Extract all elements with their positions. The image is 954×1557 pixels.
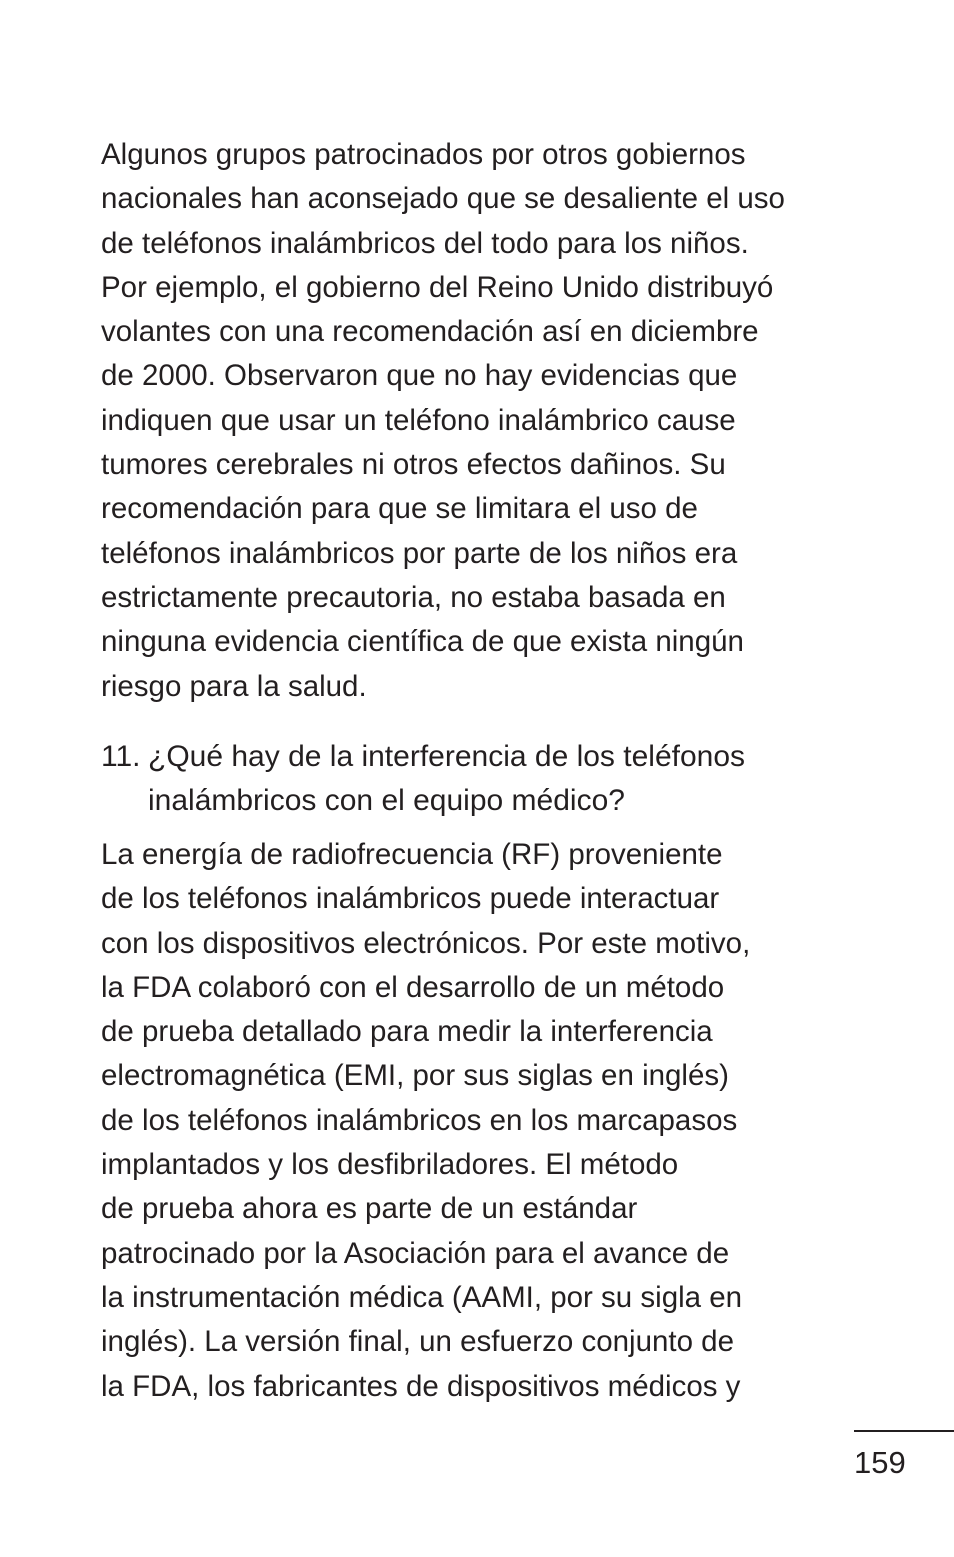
heading-line: [101, 735, 745, 779]
text-line: Algunos grupos patrocinados por otros gobiernos: [101, 138, 746, 171]
text-line: volantes con una recomendación así en diciembre: [101, 315, 759, 349]
text-line: riesgo para la salud.: [101, 669, 367, 703]
text-line: electromagnética (EMI, por sus siglas en inglés): [101, 1059, 729, 1093]
text-line: la FDA, los fabricantes de dispositivos médicos y: [101, 1369, 741, 1403]
section-heading-11: [101, 735, 745, 824]
text-line: recomendación para que se limitara el uso de: [101, 492, 698, 526]
text-line: de los teléfonos inalámbricos puede interactuar: [101, 882, 720, 916]
text-line: estrictamente precautoria, no estaba basada en: [101, 580, 726, 614]
text-line: la instrumentación médica (AAMI, por su sigla en: [101, 1280, 743, 1314]
footer-rule: [854, 1430, 954, 1432]
text-line: La energía de radiofrecuencia (RF) proveniente: [101, 838, 723, 871]
text-line: nacionales han aconsejado que se desaliente el uso: [101, 182, 785, 216]
text-line: implantados y los desfibriladores. El método: [101, 1148, 679, 1182]
text-line: inglés). La versión final, un esfuerzo conjunto de: [101, 1325, 734, 1359]
text-line: Por ejemplo, el gobierno del Reino Unido distribuyó: [101, 270, 774, 304]
text-line: indiquen que usar un teléfono inalámbrico cause: [101, 403, 736, 437]
text-line: de prueba ahora es parte de un estándar: [101, 1192, 638, 1226]
heading-text: ¿Qué hay de la interferencia de los teléfonos: [148, 740, 746, 773]
page-number: 159: [854, 1445, 906, 1480]
text-line: tumores cerebrales ni otros efectos dañinos. Su: [101, 448, 726, 482]
paragraph-children-recommendation: [101, 133, 785, 709]
text-line: ninguna evidencia científica de que exista ningún: [101, 625, 744, 659]
text-line: con los dispositivos electrónicos. Por este motivo,: [101, 926, 751, 960]
text-line: de prueba detallado para medir la interferencia: [101, 1015, 713, 1049]
heading-number: 11.: [101, 740, 141, 773]
text-line: de los teléfonos inalámbricos en los marcapasos: [101, 1103, 738, 1137]
heading-line: inalámbricos con el equipo médico?: [148, 784, 625, 818]
paragraph-medical-interference: [101, 833, 750, 1409]
text-line: de teléfonos inalámbricos del todo para los niños.: [101, 226, 749, 260]
text-line: de 2000. Observaron que no hay evidencias que: [101, 359, 738, 393]
text-line: patrocinado por la Asociación para el avance de: [101, 1236, 730, 1270]
text-line: teléfonos inalámbricos por parte de los niños era: [101, 536, 738, 570]
text-line: la FDA colaboró con el desarrollo de un método: [101, 970, 725, 1004]
